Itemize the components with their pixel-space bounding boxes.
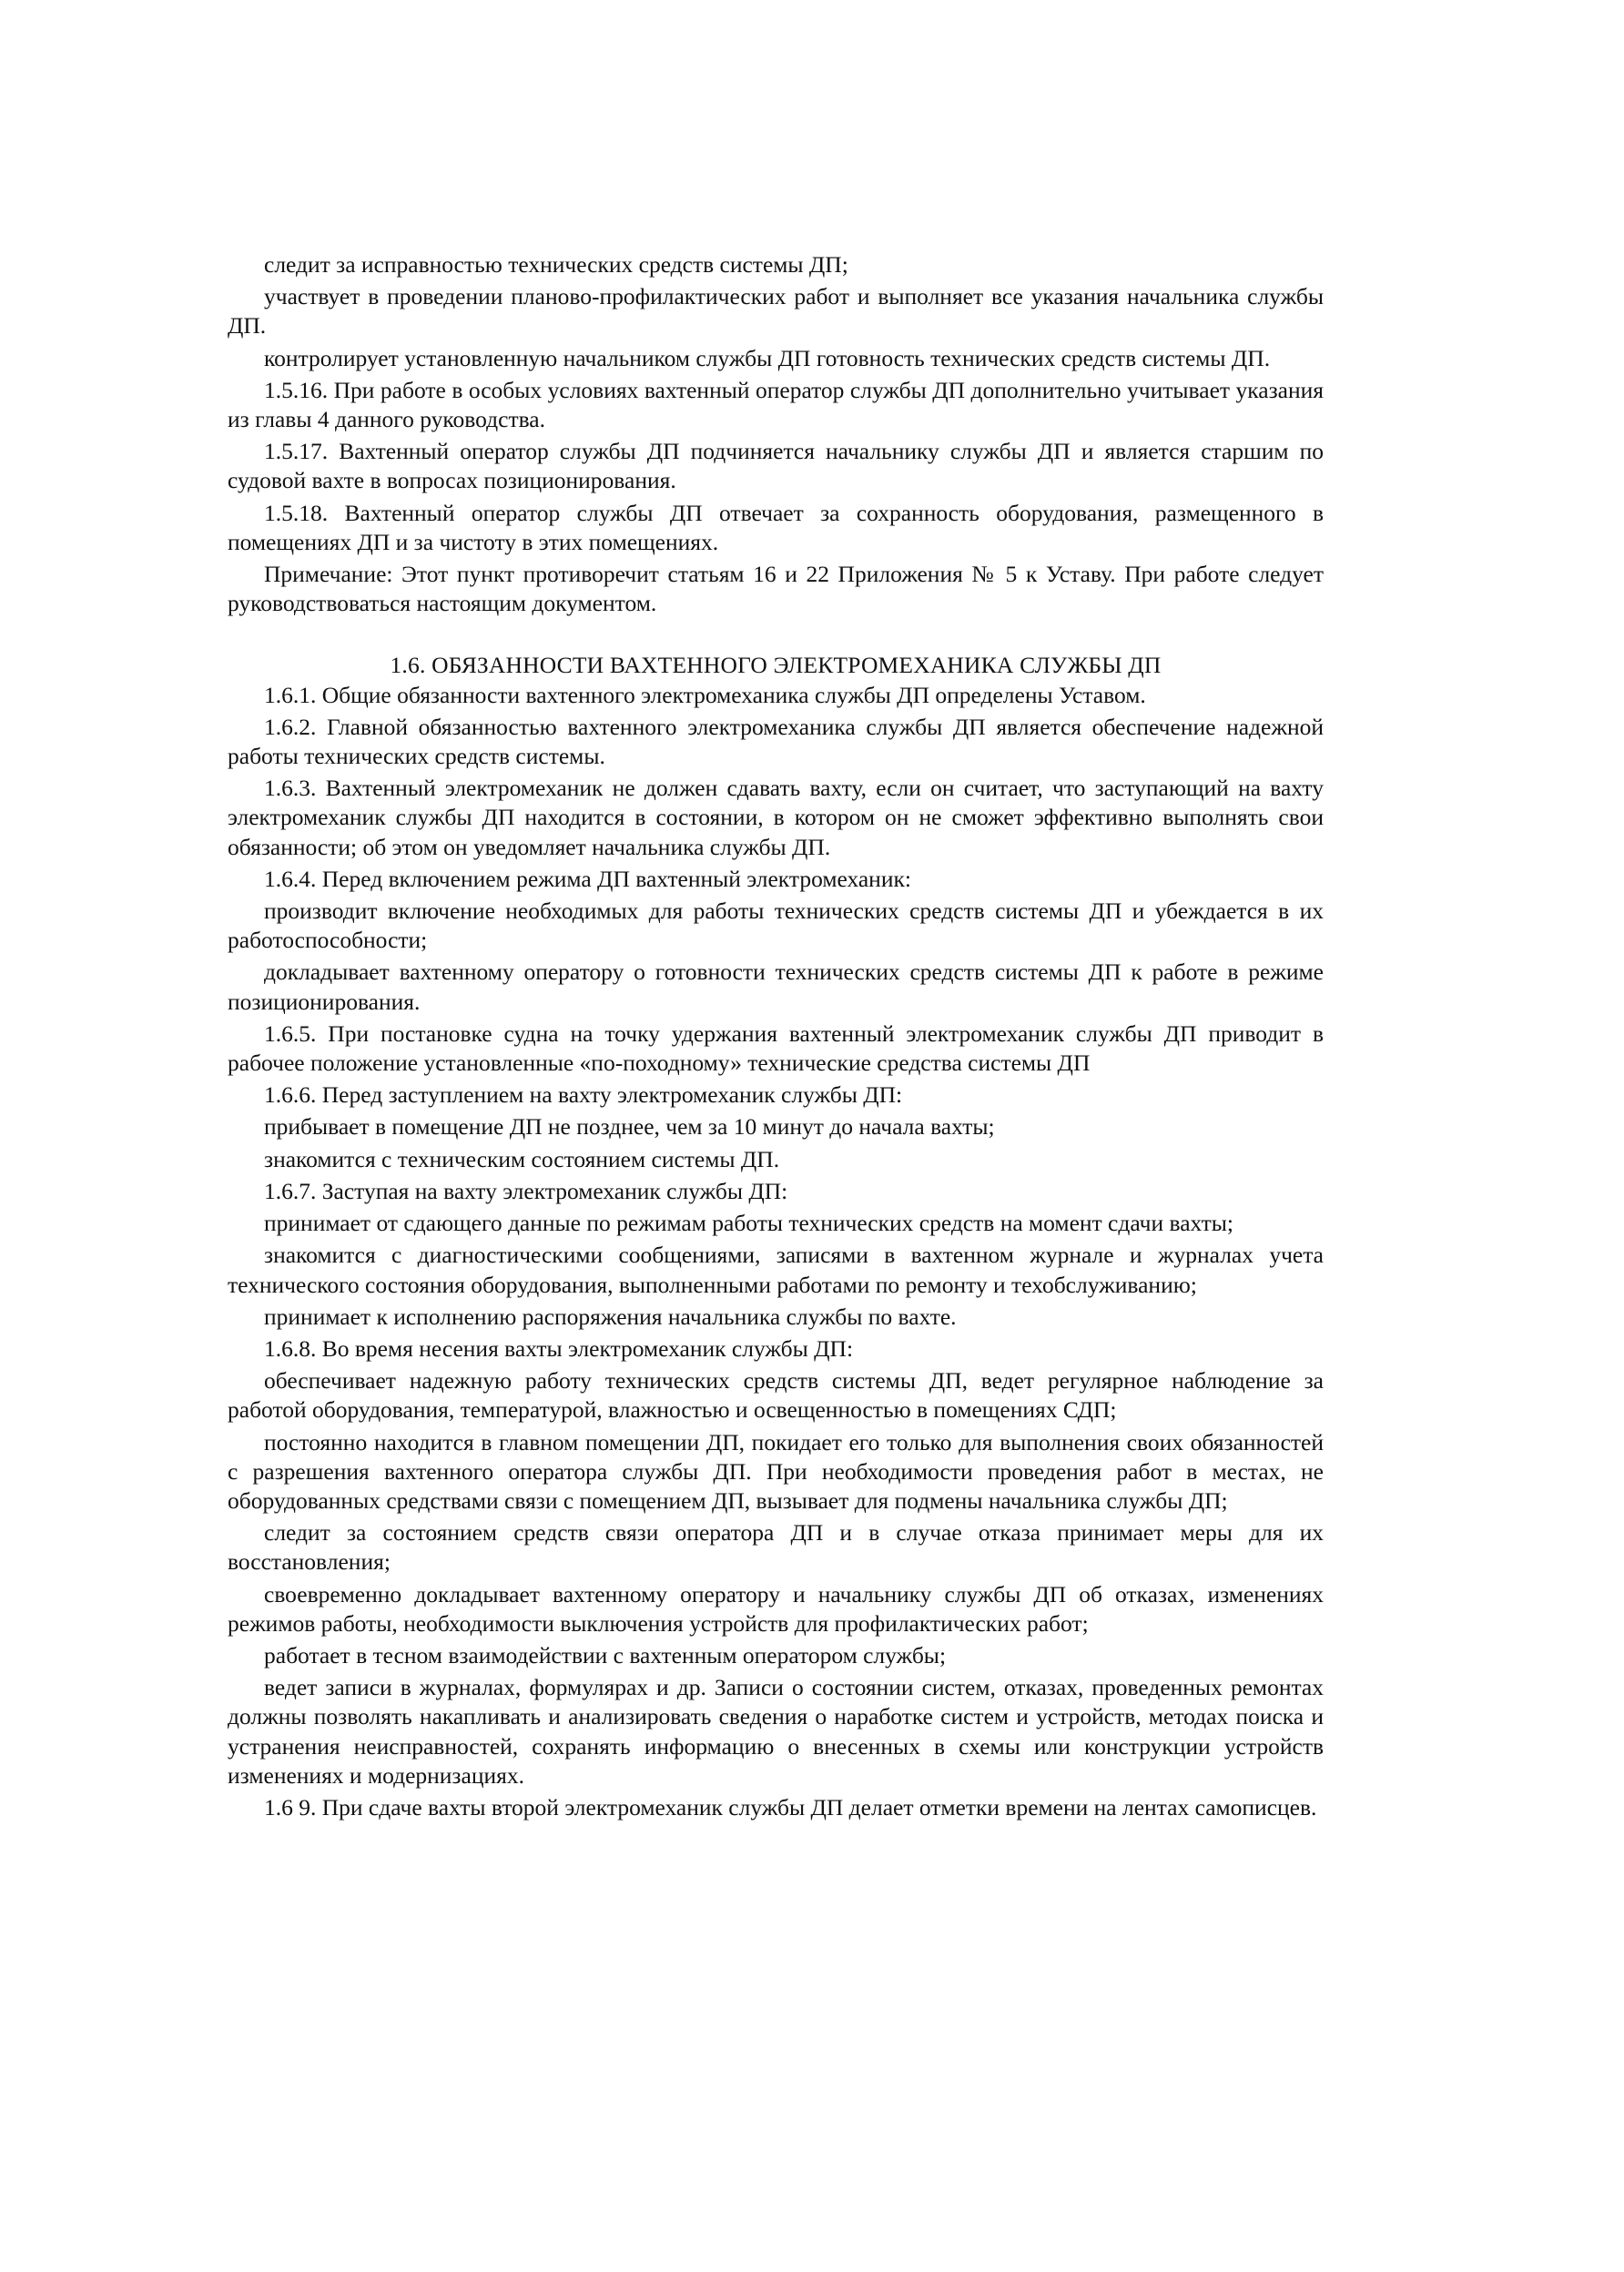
paragraph: обеспечивает надежную работу технических средств системы ДП, ведет регулярное наблюдение за работой оборудования, температурой, влажностью и освещенностью в помещениях СДП;: [228, 1367, 1324, 1424]
section-heading: 1.6. ОБЯЗАННОСТИ ВАХТЕННОГО ЭЛЕКТРОМЕХАНИКА СЛУЖБЫ ДП: [390, 652, 1162, 679]
paragraph: докладывает вахтенному оператору о готовности технических средств системы ДП к работе в режиме позиционирования.: [228, 958, 1324, 1015]
paragraph-1-5-18: 1.5.18. Вахтенный оператор службы ДП отвечает за сохранность оборудования, размещенного в помещениях ДП и за чистоту в этих помещениях.: [228, 499, 1324, 555]
paragraph: знакомится с техническим состоянием системы ДП.: [264, 1145, 780, 1172]
paragraph: производит включение необходимых для работы технических средств системы ДП и убеждается в их работоспособности;: [228, 898, 1324, 954]
document-page: [228, 250, 1324, 1825]
paragraph: принимает от сдающего данные по режимам работы технических средств на момент сдачи вахты;: [264, 1210, 1233, 1237]
paragraph-1-6-2: 1.6.2. Главной обязанностью вахтенного электромеханика службы ДП является обеспечение надежной работы технических средств системы.: [228, 713, 1324, 770]
paragraph: знакомится с диагностическими сообщениями, записями в вахтенном журнале и журналах учета технического состояния оборудования, выполненными работами по ремонту и техобслуживанию;: [228, 1242, 1324, 1298]
note-paragraph: Примечание: Этот пункт противоречит статьям 16 и 22 Приложения № 5 к Уставу. При работе следует руководствоваться настоящим документом.: [228, 561, 1324, 617]
paragraph: принимает к исполнению распоряжения начальника службы по вахте.: [264, 1303, 957, 1330]
paragraph: участвует в проведении планово-профилактических работ и выполняет все указания начальника службы ДП.: [228, 283, 1324, 340]
paragraph: работает в тесном взаимодействии с вахтенным оператором службы;: [264, 1641, 947, 1668]
paragraph: ведет записи в журналах, формулярах и др. Записи о состоянии систем, отказах, проведенных ремонтах должны позволять накапливать и анализировать сведения о наработке систем и устройств, методах поиска и устранения неисправностей, сохранять информацию о внесенных в схемы или конструкции устройств изменениях и модернизациях.: [228, 1674, 1324, 1789]
paragraph-1-6-4: 1.6.4. Перед включением режима ДП вахтенный электромеханик:: [264, 865, 911, 892]
paragraph: следит за исправностью технических средств системы ДП;: [264, 251, 848, 278]
paragraph-1-6-9: 1.6 9. При сдаче вахты второй электромеханик службы ДП делает отметки времени на лентах самописцев.: [264, 1793, 1317, 1821]
paragraph-1-6-7: 1.6.7. Заступая на вахту электромеханик службы ДП:: [264, 1177, 788, 1204]
paragraph-1-6-5: 1.6.5. При постановке судна на точку удержания вахтенный электромеханик службы ДП приводит в рабочее положение установленные «по-походному» технические средства системы ДП: [228, 1019, 1324, 1077]
paragraph: следит за состоянием средств связи оператора ДП и в случае отказа принимает меры для их восстановления;: [228, 1519, 1324, 1576]
paragraph: постоянно находится в главном помещении ДП, покидает его только для выполнения своих обязанностей с разрешения вахтенного оператора службы ДП. При необходимости проведения работ в местах, не оборудованных средствами связи с помещением ДП, вызывает для подмены начальника службы ДП;: [228, 1428, 1324, 1514]
paragraph-1-6-1: 1.6.1. Общие обязанности вахтенного электромеханика службы ДП определены Уставом.: [264, 681, 1146, 708]
paragraph: прибывает в помещение ДП не позднее, чем за 10 минут до начала вахты;: [264, 1113, 995, 1141]
paragraph-1-5-16: 1.5.16. При работе в особых условиях вахтенный оператор службы ДП дополнительно учитывает указания из главы 4 данного руководства.: [228, 376, 1324, 433]
paragraph-1-6-8: 1.6.8. Во время несения вахты электромеханик службы ДП:: [264, 1334, 854, 1362]
paragraph-1-6-3: 1.6.3. Вахтенный электромеханик не должен сдавать вахту, если он считает, что заступающий на вахту электромеханик службы ДП находится в состоянии, в котором он не сможет эффективно выполнять свои обязанности; об этом он уведомляет начальника службы ДП.: [228, 775, 1324, 860]
paragraph-1-5-17: 1.5.17. Вахтенный оператор службы ДП подчиняется начальнику службы ДП и является старшим по судовой вахте в вопросах позиционирования.: [228, 438, 1324, 494]
paragraph-1-6-6: 1.6.6. Перед заступлением на вахту электромеханик службы ДП:: [264, 1081, 903, 1109]
paragraph: контролирует установленную начальником службы ДП готовность технических средств системы ДП.: [264, 344, 1271, 371]
paragraph: своевременно докладывает вахтенному оператору и начальнику службы ДП об отказах, изменениях режимов работы, необходимости выключения устройств для профилактических работ;: [228, 1580, 1324, 1637]
